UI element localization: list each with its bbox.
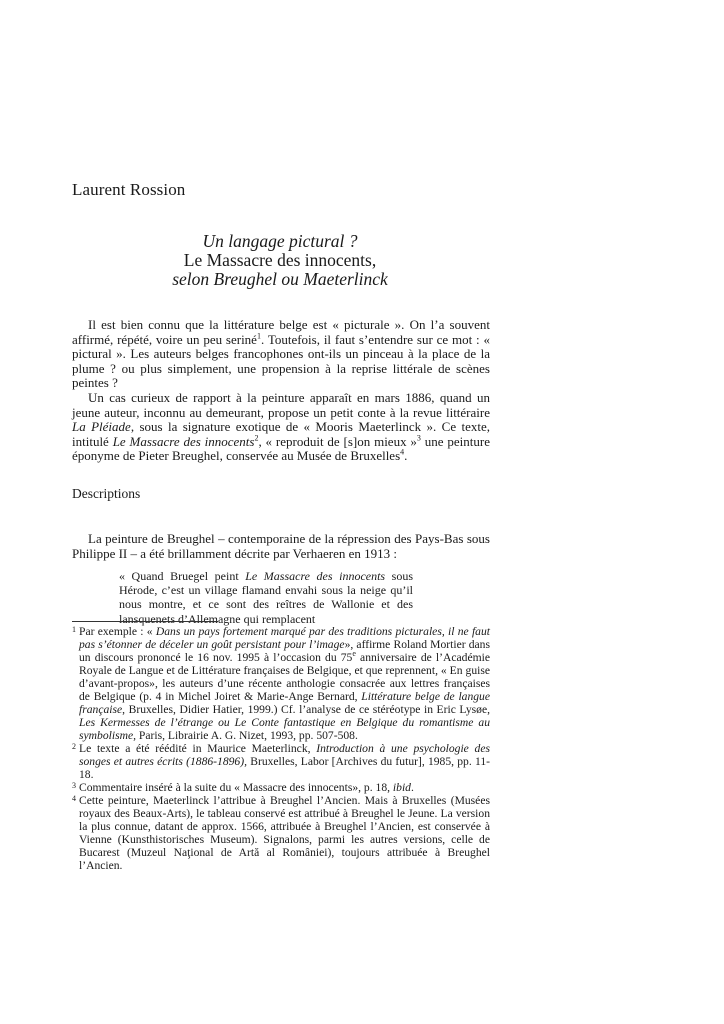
paragraph-text: La peinture de Breughel – contemporaine de la répression des Pays-Bas sous Philippe II – a été brillamment décrite par Verhaeren en 1913 :: [72, 531, 490, 561]
work-title: Le Massacre des innocents: [112, 433, 255, 449]
footnote-number: 4: [72, 794, 76, 803]
text-run: , Bruxelles, Didier Hatier, 1999.) Cf. l’analyse de ce stéréotype in Eric Lysøe,: [122, 703, 490, 716]
descriptions-paragraph: [72, 532, 490, 561]
footnote-1: [72, 625, 490, 742]
text-run: Il est bien connu que la littérature belge est « picturale ». On l’a souvent affirmé, répété, voire un peu seriné: [72, 317, 490, 347]
text-run: Cette peinture, Maeterlinck l’attribue à Breughel l’Ancien. Mais à Bruxelles (Musées royaux des Beaux-Arts), le tableau conservé est attribué à Breughel le Jeune. La version la plus connue, datant de approx. 1566, attribuée à Breughel l’Ancien, est conservée à Vienne (Kunsthistorisches Museum). Signalons, parmi les autres versions, celle de Bucarest (Muzeul Naţional de Artă al României), toujours attribuée à Breughel l’Ancien.: [79, 794, 490, 872]
text-run: « Quand Bruegel peint: [119, 569, 246, 583]
book-title: Introduction à une psychologie des songes et autres écrits (1886-1896),: [79, 742, 490, 768]
footnote-4: [72, 794, 490, 872]
text-run: anniversaire de l’Académie Royale de Langue et de Littérature françaises de Belgique, et que reprennent, « En guise d’avant-propos», les auteurs d’une récente anthologie consacrée aux lettres françaises de Belgique (p. 4 in Michel Joiret & Marie-Ange Bernard,: [79, 651, 490, 703]
text-run: . Toutefois, il faut s’entendre sur ce mot : « pictural ». Les auteurs belges francophones ont-ils un pinceau à la place de la plume ? ou plus simplement, une propension à la reprise littérale de scènes peintes ?: [72, 331, 490, 391]
footnotes: [72, 625, 490, 872]
journal-title: La Pléiade: [72, 419, 131, 435]
footnote-2: [72, 742, 490, 781]
text-run: .: [410, 781, 414, 794]
text-run: , « reproduit de [s]on mieux »: [258, 433, 417, 449]
work-title: Le Massacre des innocents: [245, 569, 386, 583]
book-title: Les Kermesses de l’étrange ou Le Conte fantastique en Belgique du romantisme au symbolisme,: [79, 716, 490, 742]
footnote-number: 3: [72, 781, 76, 790]
text-run: Commentaire inséré à la suite du « Massacre des innocents», p. 18,: [79, 781, 393, 794]
ibid: ibid: [392, 781, 411, 794]
text-run: Bruxelles, Labor [Archives du futur], 1985, pp. 11-18.: [79, 755, 490, 781]
author-name: Laurent Rossion: [72, 180, 186, 199]
footnote-ref-3[interactable]: 3: [416, 433, 421, 443]
text-run: », affirme Roland Mortier dans un discours prononcé le 16 nov. 1995 à l’occasion du 75: [79, 638, 490, 664]
article-title: [100, 232, 460, 289]
ordinal-sup: e: [352, 649, 356, 659]
footnote-3: [72, 781, 490, 794]
footnote-ref-1[interactable]: 1: [256, 331, 261, 341]
text-run: Par exemple : «: [79, 625, 156, 638]
intro-paragraph-2: [72, 391, 490, 464]
section-heading: Descriptions: [72, 486, 141, 501]
footnote-number: 1: [72, 625, 76, 634]
text-run: .: [404, 448, 408, 464]
intro-section: [72, 318, 490, 464]
title-line-2: Le Massacre des innocents,: [183, 250, 377, 270]
text-run: , sous la signature exotique de « Mooris Maeterlinck ». Ce texte, intitulé: [72, 419, 490, 449]
book-title: Littérature belge de langue française: [79, 690, 490, 716]
text-run: Paris, Librairie A. G. Nizet, 1993, pp. 507-508.: [136, 729, 358, 742]
title-line-3: selon Breughel ou Maeterlinck: [172, 269, 388, 289]
text-run: Le texte a été réédité in Maurice Maeterlinck,: [79, 742, 317, 755]
text-run: Un cas curieux de rapport à la peinture apparaît en mars 1886, quand un jeune auteur, inconnu au demeurant, propose un petit conte à la revue littéraire: [72, 389, 490, 420]
footnote-divider: [72, 621, 218, 622]
text-run: une peinture éponyme de Pieter Breughel, conservée au Musée de Bruxelles: [72, 433, 490, 464]
footnote-number: 2: [72, 742, 76, 751]
footnote-ref-4[interactable]: 4: [400, 448, 405, 458]
block-quote: [119, 569, 413, 626]
quoted-text: Dans un pays fortement marqué par des traditions picturales, il ne faut pas s’étonner de déceler un goût persistant pour l’image: [79, 625, 490, 651]
footnote-ref-2[interactable]: 2: [254, 433, 259, 443]
intro-paragraph-1: [72, 318, 490, 391]
title-line-1: Un langage pictural ?: [202, 231, 358, 251]
text-run: sous Hérode, c’est un village flamand envahi sous la neige qu’il nous montre, et ce sont des reîtres de Wallonie et des lansquenets d’Allemagne qui remplacent: [119, 569, 413, 626]
